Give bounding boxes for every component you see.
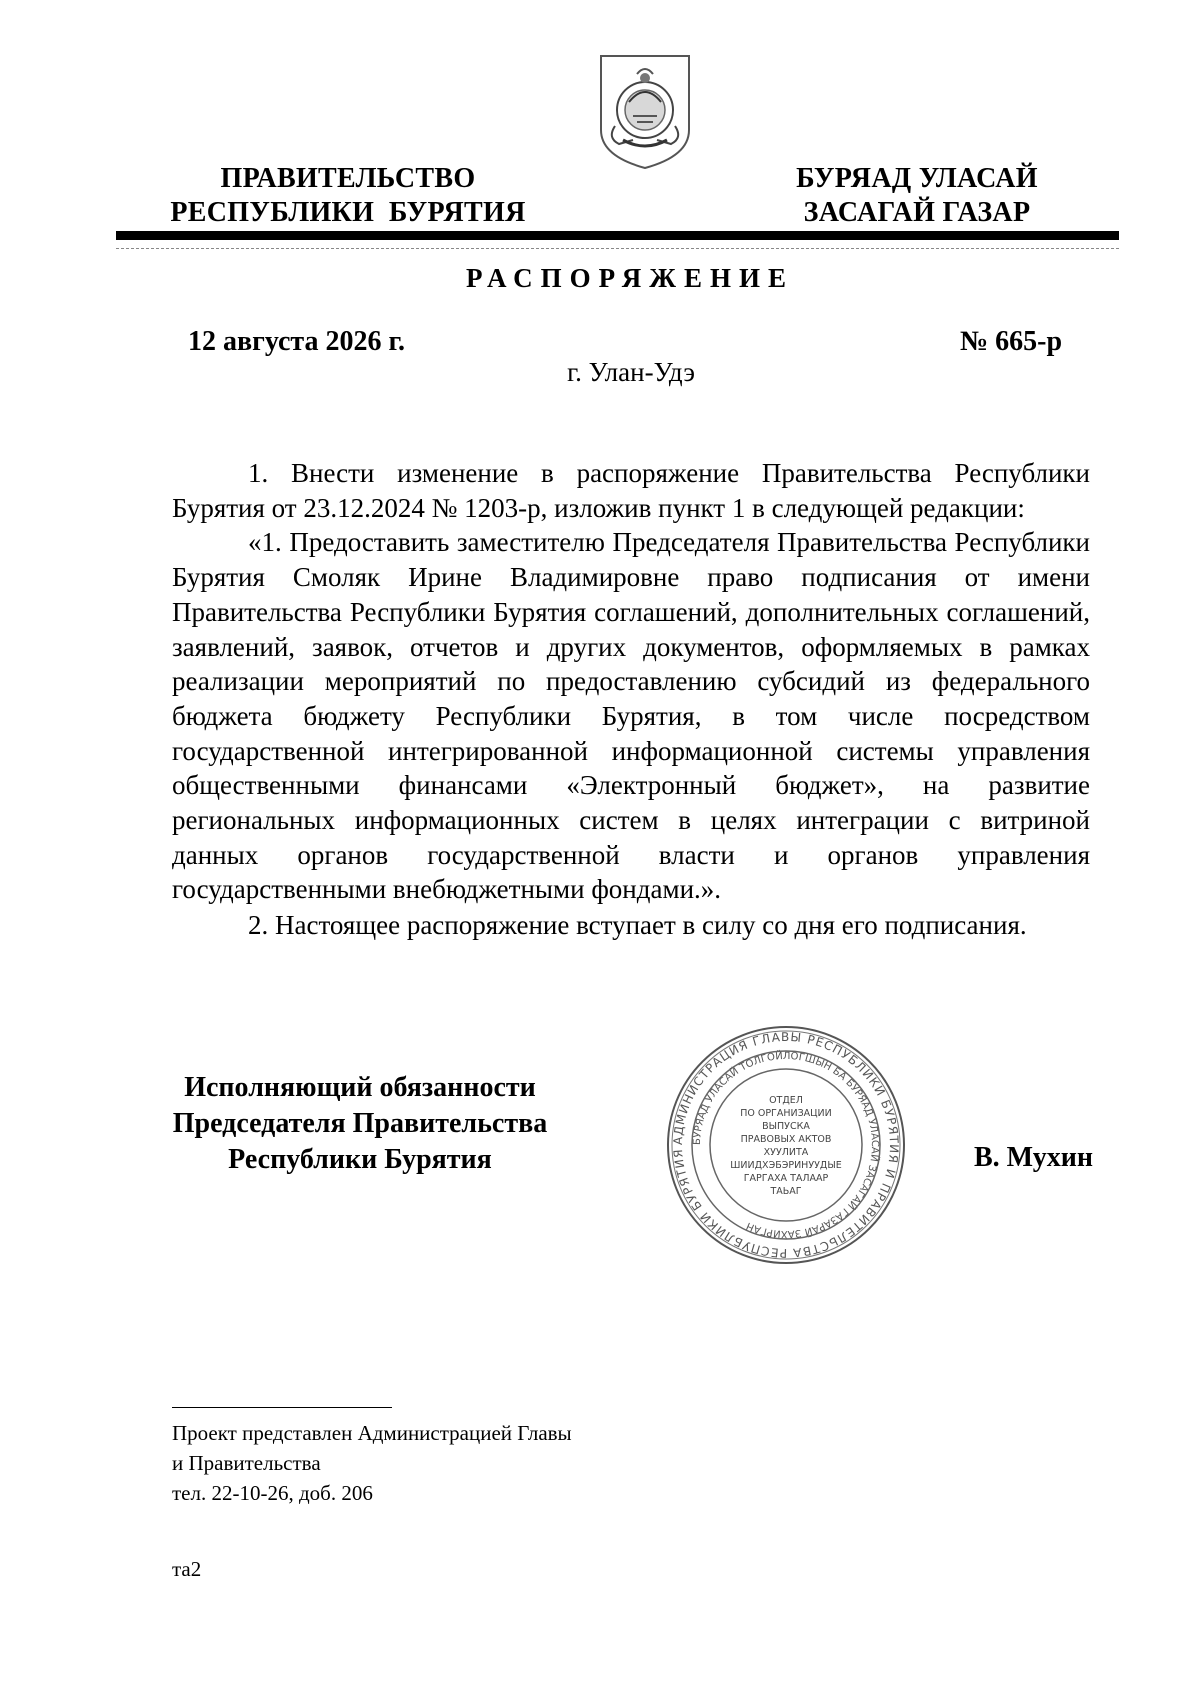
- footer-line3: тел. 22-10-26, доб. 206: [172, 1481, 373, 1505]
- document-number: № 665-р: [960, 326, 1063, 357]
- document-type: РАСПОРЯЖЕНИЕ: [465, 263, 795, 293]
- stamp-inner-text: БУРЯАД УЛАСАЙ ТОЛГОЙЛОГШЫН БА БУРЯАД УЛАСАЙ ЗАСАГАЙ ГАЗАРАЙ ЗАХИРГАН: [691, 1050, 881, 1240]
- stamp-line: ШИИДХЭБЭРИНУУДЫЕ: [730, 1160, 842, 1171]
- stamp-line: ГАРГАХА ТАЛААР: [743, 1173, 829, 1184]
- stamp-line: ПО ОРГАНИЗАЦИИ: [740, 1108, 832, 1119]
- stamp-line: ХУУЛИТА: [763, 1147, 809, 1158]
- signatory-title-line2: Председателя Правительства: [172, 1108, 548, 1139]
- coat-of-arms-icon: [593, 52, 697, 172]
- stamp-line: ОТДЕЛ: [769, 1095, 803, 1106]
- stamp-line: ПРАВОВЫХ АКТОВ: [740, 1134, 832, 1145]
- paragraph-2: [172, 908, 1090, 943]
- paragraph-2-text: 2. Настоящее распоряжение вступает в силу со дня его подписания.: [248, 910, 1027, 940]
- header-rule-thick: [116, 231, 1119, 240]
- footer-line1: Проект представлен Администрацией Главы: [172, 1421, 572, 1445]
- footer-rule: [172, 1407, 392, 1408]
- stamp-center-text: [730, 1095, 841, 1197]
- document-city: г. Улан-Удэ: [567, 357, 695, 387]
- footer-note: [172, 1418, 572, 1508]
- signatory-title: [160, 1070, 560, 1178]
- government-name-ru: [160, 162, 536, 230]
- government-name-bua: [774, 162, 1060, 230]
- signatory-title-line1: Исполняющий обязанности: [184, 1072, 536, 1103]
- document-code: та2: [172, 1557, 202, 1581]
- footer-line2: и Правительства: [172, 1451, 321, 1475]
- signatory-name: В. Мухин: [974, 1142, 1093, 1173]
- stamp-line: ВЫПУСКА: [762, 1121, 810, 1132]
- document-date: 12 августа 2026 г.: [188, 326, 406, 357]
- paragraph-1-quote: «1. Предоставить заместителю Председателя Правительства Республики Бурятия Смоляк Ирине Владимировне право подписания от имени Правительства Республики Бурятия соглашений, дополнительных соглашений, заявлений, заявок, отчетов и других документов, оформляемых в рамках реализации мероприятий по предоставлению субсидий из федерального бюджета бюджету Республики Бурятия, в том числе посредством государственной интегрированной информационной системы управления общественными финансами «Электронный бюджет», на развитие региональных информационных систем в целях интеграции с витриной данных органов государственной власти и органов управления государственными внебюджетными фондами.».: [172, 527, 1090, 905]
- official-stamp: [662, 1023, 910, 1267]
- gov-ru-line2: РЕСПУБЛИКИ БУРЯТИЯ: [170, 197, 526, 228]
- paragraph-1: [172, 456, 1090, 907]
- paragraph-1-text: 1. Внести изменение в распоряжение Правительства Республики Бурятия от 23.12.2024 № 1203-р, изложив пункт 1 в следующей редакции:: [172, 458, 1090, 523]
- signatory-title-line3: Республики Бурятия: [228, 1144, 492, 1175]
- gov-bua-line1: БУРЯАД УЛАСАЙ: [796, 163, 1038, 194]
- gov-ru-line1: ПРАВИТЕЛЬСТВО: [220, 163, 476, 194]
- stamp-line: ТАЬАГ: [770, 1186, 802, 1197]
- gov-bua-line2: ЗАСАГАЙ ГАЗАР: [803, 197, 1031, 228]
- stamp-outer-text: АДМИНИСТРАЦИЯ ГЛАВЫ РЕСПУБЛИКИ БУРЯТИЯ И ПРАВИТЕЛЬСТВА РЕСПУБЛИКИ БУРЯТИЯ: [670, 1029, 902, 1261]
- header-rule-thin: [116, 248, 1119, 249]
